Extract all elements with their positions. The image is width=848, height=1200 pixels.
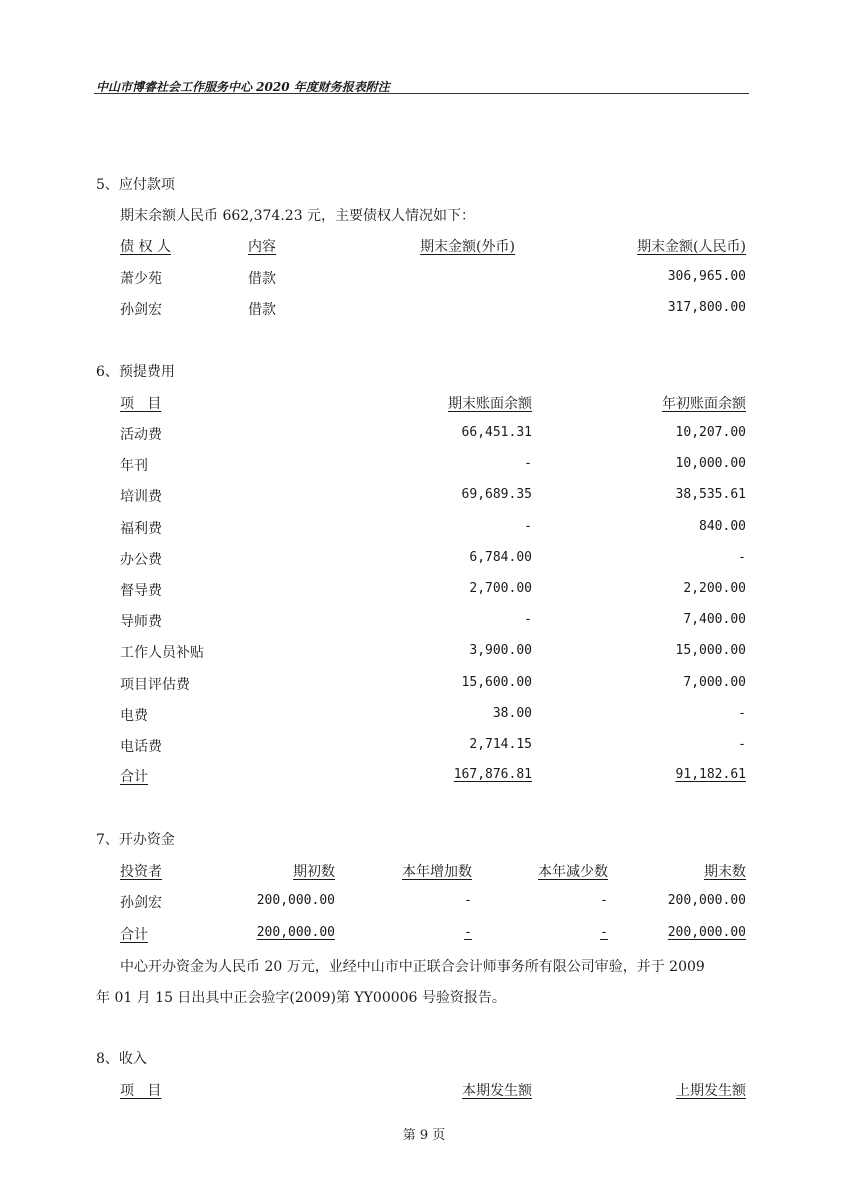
payables-col-creditor: 债 权 人 xyxy=(120,239,171,255)
payables-row-rmb: 317,800.00 xyxy=(667,300,746,315)
capital-total-end: 200,000.00 xyxy=(667,925,746,940)
payables-row-creditor: 孙剑宏 xyxy=(120,302,162,318)
section-accrued-title: 6、预提费用 xyxy=(96,364,175,380)
accrued-row-end: 66,451.31 xyxy=(461,425,532,440)
accrued-row-end: 2,700.00 xyxy=(469,581,532,596)
accrued-row-end: - xyxy=(524,612,532,627)
capital-total-label: 合计 xyxy=(120,927,148,943)
capital-col-investor: 投资者 xyxy=(120,864,162,880)
accrued-row-end: 3,900.00 xyxy=(469,643,532,658)
header-divider xyxy=(94,93,749,94)
accrued-row-end: 2,714.15 xyxy=(469,737,532,752)
accrued-col-end: 期末账面余额 xyxy=(448,396,532,412)
accrued-col-item: 项 目 xyxy=(120,396,162,412)
accrued-row-begin: 38,535.61 xyxy=(675,487,746,502)
accrued-row-item: 年刊 xyxy=(120,458,148,474)
accrued-row-item: 活动费 xyxy=(120,427,162,443)
income-col-current: 本期发生额 xyxy=(462,1083,532,1099)
accrued-row-begin: - xyxy=(738,550,746,565)
accrued-row-item: 工作人员补贴 xyxy=(120,645,204,661)
accrued-row-end: - xyxy=(524,519,532,534)
payables-col-foreign: 期末金额(外币) xyxy=(420,239,515,255)
section-payables-title: 5、应付款项 xyxy=(96,177,175,193)
capital-col-begin: 期初数 xyxy=(293,864,335,880)
accrued-row-item: 办公费 xyxy=(120,552,162,568)
section-capital-title: 7、开办资金 xyxy=(96,832,175,848)
capital-note-line2: 年 01 月 15 日出具中正会验字(2009)第 YY00006 号验资报告。 xyxy=(96,990,506,1006)
accrued-row-begin: - xyxy=(738,737,746,752)
payables-intro: 期末余额人民币 662,374.23 元，主要债权人情况如下： xyxy=(120,208,476,224)
capital-row-investor: 孙剑宏 xyxy=(120,895,162,911)
accrued-row-item: 福利费 xyxy=(120,521,162,537)
accrued-row-end: 38.00 xyxy=(492,706,532,721)
accrued-total-end: 167,876.81 xyxy=(453,767,532,782)
accrued-row-begin: 10,000.00 xyxy=(675,456,746,471)
accrued-row-item: 督导费 xyxy=(120,583,162,599)
accrued-row-begin: 2,200.00 xyxy=(683,581,746,596)
capital-col-increase: 本年增加数 xyxy=(402,864,472,880)
accrued-row-item: 项目评估费 xyxy=(120,677,190,693)
payables-col-content: 内容 xyxy=(248,239,276,255)
capital-total-begin: 200,000.00 xyxy=(256,925,335,940)
capital-col-end: 期末数 xyxy=(704,864,746,880)
accrued-row-begin: 840.00 xyxy=(699,519,746,534)
payables-row-content: 借款 xyxy=(248,271,276,287)
payables-row-content: 借款 xyxy=(248,302,276,318)
accrued-row-end: 69,689.35 xyxy=(461,487,532,502)
capital-col-decrease: 本年减少数 xyxy=(538,864,608,880)
capital-row-decrease: - xyxy=(600,893,608,908)
accrued-row-item: 电话费 xyxy=(120,739,162,755)
accrued-row-begin: 7,400.00 xyxy=(683,612,746,627)
capital-row-begin: 200,000.00 xyxy=(256,893,335,908)
capital-note-line1: 中心开办资金为人民币 20 万元，业经中山市中正联合会计师事务所有限公司审验，并于 2009 xyxy=(120,959,705,975)
accrued-row-begin: 15,000.00 xyxy=(675,643,746,658)
income-col-item: 项 目 xyxy=(120,1083,162,1099)
accrued-row-begin: - xyxy=(738,706,746,721)
accrued-row-end: - xyxy=(524,456,532,471)
accrued-col-begin: 年初账面余额 xyxy=(662,396,746,412)
payables-col-rmb: 期末金额(人民币) xyxy=(637,239,746,255)
accrued-row-end: 6,784.00 xyxy=(469,550,532,565)
page-number: 第 9 页 xyxy=(402,1128,446,1143)
income-col-previous: 上期发生额 xyxy=(676,1083,746,1099)
document-header-title: 中山市博睿社会工作服务中心 2020 年度财务报表附注 xyxy=(96,80,390,94)
accrued-row-end: 15,600.00 xyxy=(461,675,532,690)
payables-row-rmb: 306,965.00 xyxy=(667,269,746,284)
accrued-row-item: 培训费 xyxy=(120,489,162,505)
capital-total-increase: - xyxy=(464,925,472,940)
accrued-row-begin: 10,207.00 xyxy=(675,425,746,440)
accrued-row-item: 导师费 xyxy=(120,614,162,630)
payables-row-creditor: 萧少苑 xyxy=(120,271,162,287)
accrued-total-label: 合计 xyxy=(120,769,148,785)
accrued-row-item: 电费 xyxy=(120,708,148,724)
section-income-title: 8、收入 xyxy=(96,1051,147,1067)
capital-total-decrease: - xyxy=(600,925,608,940)
capital-row-increase: - xyxy=(464,893,472,908)
accrued-total-begin: 91,182.61 xyxy=(675,767,746,782)
accrued-row-begin: 7,000.00 xyxy=(683,675,746,690)
capital-row-end: 200,000.00 xyxy=(667,893,746,908)
